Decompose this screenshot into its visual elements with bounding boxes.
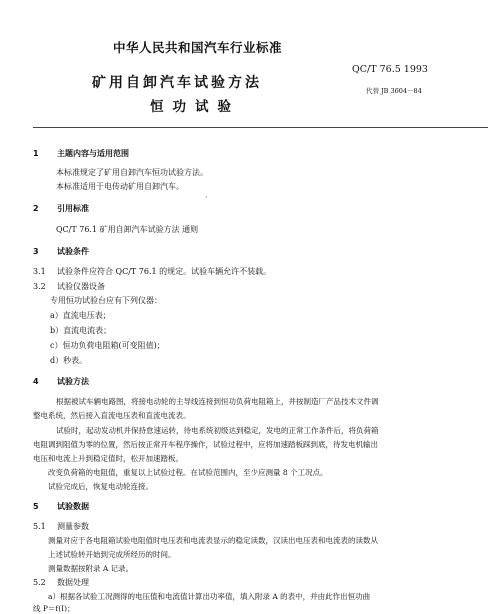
- clause-5-2-line: 线 P＝f(I)；: [33, 604, 75, 613]
- section-4-line: 试验完成后，恢复电动轮连接。: [48, 482, 153, 491]
- replaces-standard: 代替 JB 3604－84: [366, 87, 422, 95]
- section-1-line: 本标准适用于电传动矿用自卸汽车。: [56, 182, 184, 191]
- section-4-line: 电阻调到阻值为零的位置，然后按正常开车程序操作，试验过程中，应将加速踏板踩到底，待发电机输出: [33, 440, 378, 449]
- instrument-item: c）恒功负荷电阻箱(可变阻值)；: [50, 341, 165, 350]
- section-1-heading: 1 主题内容与适用范围: [33, 149, 129, 158]
- instrument-item: b）直流电流表；: [50, 326, 112, 335]
- section-5-heading: 5 试验数据: [33, 502, 89, 511]
- standard-code: QC/T 76.5 1993: [352, 64, 428, 75]
- clause-5-2-line: a）根据各试验工况测得的电压值和电流值计算出功率值，填入附录 A 的表中，并由此作出恒功曲: [48, 592, 371, 601]
- scan-mark: ·: [205, 193, 208, 202]
- clause-5-2: 5.2 数据处理: [33, 578, 89, 587]
- clause-3-1: 3.1 试验条件应符合 QC/T 76.1 的规定。试验车辆允许不装载。: [33, 267, 272, 276]
- section-4-line: 改变负荷箱的电阻值，重复以上试验过程。在试验范围内，至少应测量 8 个工况点。: [48, 468, 328, 477]
- section-4-line: 根据被试车辆电路图，将接电动轮的主导线连接到恒功负荷电阻箱上，并按制造厂产品技术文件调: [56, 397, 379, 406]
- clause-3-2-intro: 专用恒功试验台应有下列仪器：: [50, 296, 162, 305]
- clause-5-1-line: 测量数据按附录 A 记录。: [48, 564, 134, 573]
- instrument-item: d）秒表。: [50, 356, 88, 365]
- document-subtitle: 恒功试验: [150, 99, 240, 115]
- section-2-heading: 2 引用标准: [33, 204, 89, 213]
- header-rule: [33, 127, 488, 128]
- section-3-heading: 3 试验条件: [33, 247, 89, 256]
- document-title: 矿用自卸汽车试验方法: [92, 75, 262, 91]
- instrument-item: a）直流电压表；: [50, 311, 111, 320]
- section-4-line: 整电系统，然后接入直流电压表和直流电流表。: [33, 411, 191, 420]
- clause-3-2: 3.2 试验仪器设备: [33, 282, 105, 291]
- clause-5-1-line: 上述试验转开始到完成所经历的时间。: [48, 550, 176, 559]
- section-4-line: 电压和电流上升到稳定值时，松开加速踏板。: [33, 454, 183, 463]
- clause-5-1-line: 测量对应于各电阻箱试验电阻值时电压表和电流表显示的稳定读数，汉读出电压表和电流表的读数从: [48, 536, 378, 545]
- issuing-organization: 中华人民共和国汽车行业标准: [113, 40, 283, 55]
- clause-5-1: 5.1 测量参数: [33, 522, 89, 531]
- section-4-line: 试验时，起动发动机并保持怠速运转，待电系统初级达到稳定，发电的正常工作条件后，将负荷箱: [56, 426, 379, 435]
- section-1-line: 本标准规定了矿用自卸汽车恒功试验方法。: [56, 168, 208, 177]
- section-4-heading: 4 试验方法: [33, 377, 89, 386]
- referenced-standard: QC/T 76.1 矿用自卸汽车试验方法 通则: [56, 225, 199, 234]
